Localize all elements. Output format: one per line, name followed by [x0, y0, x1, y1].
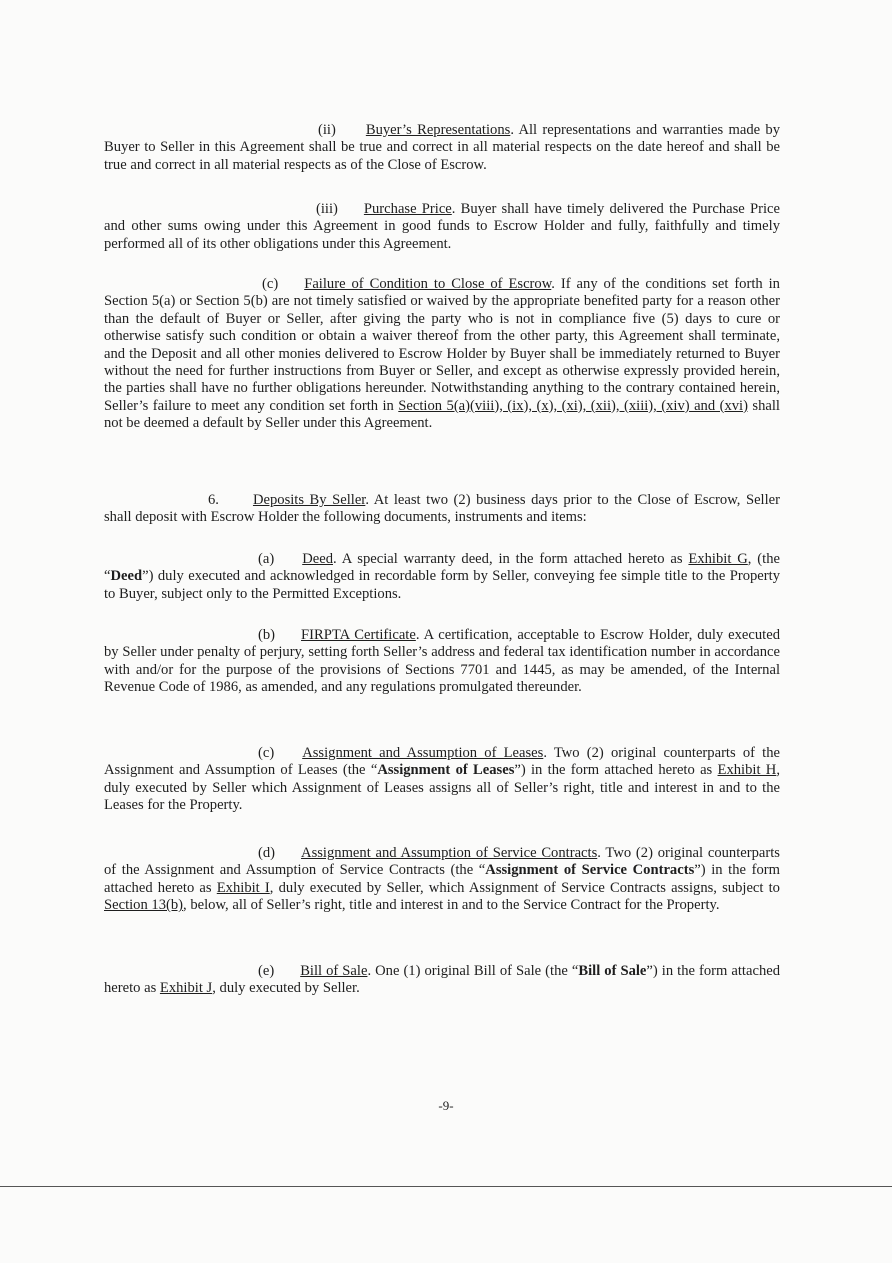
- bottom-scan-edge: [0, 1186, 892, 1187]
- page-number: -9-: [438, 1098, 454, 1113]
- paragraph-number: (e): [258, 963, 275, 979]
- paragraph-c-failure: (c) Failure of Condition to Close of Escrow. If any of the conditions set forth in Section 5(a) or Section 5(b) are not timely satisfied or waived by the appropriate benefited party for a reason other than the default of Buyer or Seller, after giving the party who is not in compliance five (5) days to cure or otherwise satisfy such condition or obtain a waiver thereof from the other party, this Agreement shall terminate, and the Deposit and all other monies delivered to Escrow Holder by Buyer shall be immediately returned to Buyer without the need for further instructions from Buyer or Seller, and except as otherwise expressly provided herein, the parties shall have no further obligations hereunder. Notwithstanding anything to the contrary contained herein, Seller’s failure to meet any condition set forth in Section 5(a)(viii), (ix), (x), (xi), (xii), (xiii), (xiv) and (xvi) shall not be deemed a default by Seller under this Agreement.: [104, 276, 780, 432]
- defined-term: Bill of Sale: [578, 963, 647, 979]
- paragraph-number: (c): [258, 745, 275, 761]
- exhibit-reference: Exhibit I: [216, 879, 270, 896]
- paragraph-b-firpta: (b) FIRPTA Certificate. A certification, acceptable to Escrow Holder, duly executed by Seller under penalty of perjury, setting forth Seller’s address and federal tax identification number in accordance with and/or for the purpose of the provisions of Sections 7701 and 1445, as may be amended, of the Internal Revenue Code of 1986, as amended, and any regulations promulgated thereunder.: [104, 627, 780, 696]
- section-reference: Section 5(a)(viii), (ix), (x), (xi), (xii), (xiii), (xiv) and (xvi): [398, 397, 748, 414]
- section-heading: Purchase Price: [363, 201, 452, 217]
- defined-term: Deed: [110, 568, 143, 585]
- paragraph-number: (a): [258, 551, 275, 567]
- paragraph-number: (iii): [316, 201, 338, 217]
- paragraph-number: (c): [262, 276, 279, 292]
- paragraph-number: 6.: [208, 492, 219, 508]
- section-heading: FIRPTA Certificate: [301, 627, 416, 643]
- paragraph-d-service-contracts: (d) Assignment and Assumption of Service Contracts. Two (2) original counterparts of the Assignment and Assumption of Service Contracts (the “Assignment of Service Contracts”) in the form attached hereto as Exhibit I, duly executed by Seller, which Assignment of Service Contracts assigns, subject to Section 13(b), below, all of Seller’s right, title and interest in and to the Service Contract for the Property.: [104, 845, 780, 914]
- section-heading: Deed: [302, 551, 333, 567]
- paragraph-e-bill-of-sale: (e) Bill of Sale. One (1) original Bill of Sale (the “Bill of Sale”) in the form attached hereto as Exhibit J, duly executed by Seller.: [104, 963, 781, 997]
- section-heading: Assignment and Assumption of Leases: [302, 745, 544, 761]
- paragraph-number: (ii): [318, 122, 336, 138]
- section-heading: Bill of Sale: [300, 963, 368, 979]
- paragraph-c-leases: (c) Assignment and Assumption of Leases. Two (2) original counterparts of the Assignment and Assumption of Leases (the “Assignment of Leases”) in the form attached hereto as Exhibit H, duly executed by Seller which Assignment of Leases assigns all of Seller’s right, title and interest in and to the Leases for the Property.: [104, 745, 780, 814]
- section-reference: Section 13(b): [104, 897, 184, 914]
- paragraph-a-deed: (a) Deed. A special warranty deed, in the form attached hereto as Exhibit G, (the “Deed”) duly executed and acknowledged in recordable form by Seller, conveying fee simple title to the Property to Buyer, subject only to the Permitted Exceptions.: [104, 551, 780, 602]
- exhibit-reference: Exhibit G: [688, 551, 748, 567]
- section-heading: Deposits By Seller: [252, 492, 366, 508]
- paragraph-number: (b): [258, 627, 276, 643]
- defined-term: Assignment of Leases: [377, 762, 515, 779]
- paragraph-iii: (iii) Purchase Price. Buyer shall have timely delivered the Purchase Price and other sums owing under this Agreement in good funds to Escrow Holder and fully, faithfully and timely performed all of its other obligations under this Agreement.: [104, 201, 780, 252]
- exhibit-reference: Exhibit J: [159, 980, 213, 997]
- section-heading: Buyer’s Representations: [365, 122, 511, 138]
- defined-term: Assignment of Service Contracts: [485, 862, 695, 879]
- exhibit-reference: Exhibit H: [717, 762, 777, 779]
- paragraph-number: (d): [258, 845, 276, 861]
- section-heading: Failure of Condition to Close of Escrow: [304, 276, 552, 292]
- paragraph-6-deposits: 6. Deposits By Seller. At least two (2) business days prior to the Close of Escrow, Seller shall deposit with Escrow Holder the following documents, instruments and items:: [104, 492, 780, 526]
- section-heading: Assignment and Assumption of Service Contracts: [301, 845, 598, 861]
- paragraph-ii: (ii) Buyer’s Representations. All representations and warranties made by Buyer to Seller in this Agreement shall be true and correct in all material respects on the date hereof and shall be true and correct in all material respects as of the Close of Escrow.: [104, 122, 781, 173]
